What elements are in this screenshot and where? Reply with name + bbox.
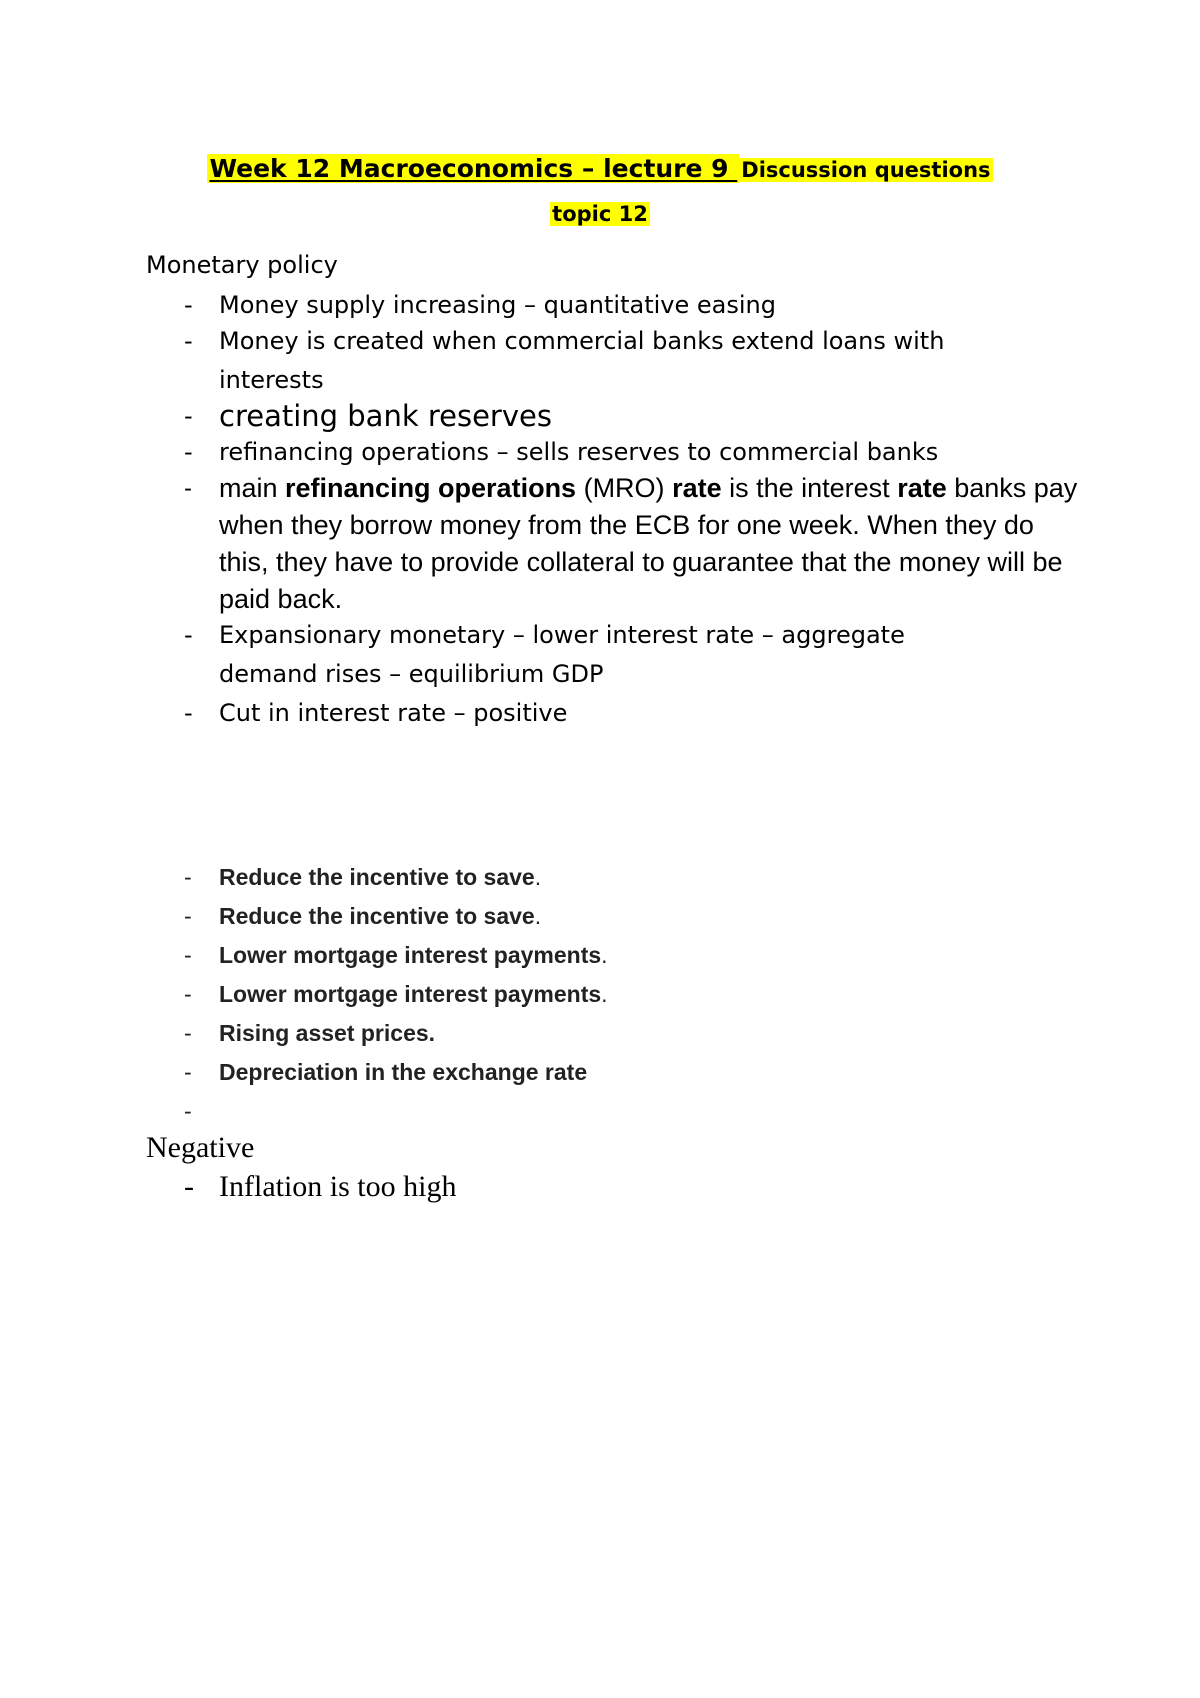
list-item: - Reduce the incentive to save. [184,903,542,929]
list-item: - refinancing operations – sells reserves to commercial banks [184,438,939,466]
list-item: - Rising asset prices. [184,1020,436,1046]
monetary-policy-list [146,286,1199,733]
title-line-2: topic 12 [552,202,648,226]
list-item: - Expansionary monetary – lower interest rate – aggregate demand rises – equilibrium GDP [184,621,905,688]
title-sub: Discussion questions [741,158,991,182]
list-item: - Reduce the incentive to save. [184,864,542,890]
positive-effects-list [146,858,1199,1131]
list-item-empty: - [184,1098,192,1124]
list-item: - Lower mortgage interest payments. [184,981,608,1007]
section-heading-monetary-policy: Monetary policy [146,251,338,279]
title-main: Week 12 Macroeconomics – lecture 9 [209,154,738,183]
list-item: - Money is created when commercial banks extend loans with interests [184,327,945,394]
list-item: - Money supply increasing – quantitative easing [184,291,776,319]
negative-effects-list [146,1168,1199,1206]
document-title [0,148,1200,237]
list-item: - Depreciation in the exchange rate [184,1059,588,1085]
list-item: - creating bank reserves [184,399,552,433]
list-item: - Inflation is too high [184,1170,457,1203]
list-item: - Cut in interest rate – positive [184,699,568,727]
section-heading-negative: Negative [146,1131,255,1164]
list-item: - Lower mortgage interest payments. [184,942,608,968]
list-item-mro: - main refinancing operations (MRO) rate is the interest rate banks pay when they borrow money from the ECB for one week. When they do this, they have to provide collateral to guarantee that the money will be paid back. [184,473,1078,614]
